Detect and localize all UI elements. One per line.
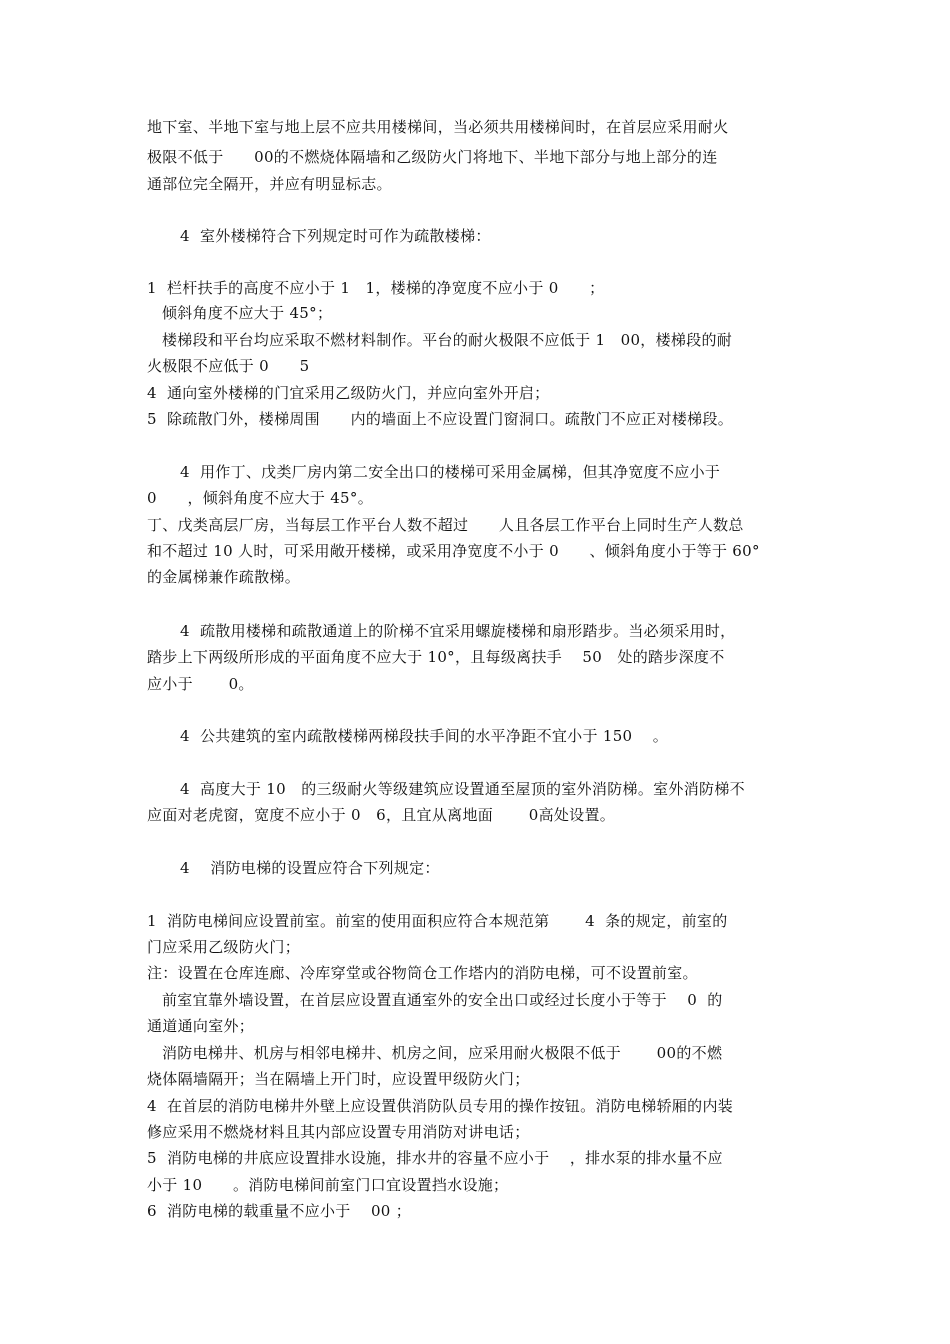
text-line: 应面对老虎窗，宽度不应小于 0 6，且宜从离地面 0高处设置。 xyxy=(147,806,616,824)
text-line: 4 消防电梯的设置应符合下列规定： xyxy=(180,859,440,877)
text-line: 极限不低于 00的不燃烧体隔墙和乙级防火门将地下、半地下部分与地上部分的连 xyxy=(147,148,718,166)
text-line: 通道通向室外； xyxy=(147,1017,255,1035)
text-line: 楼梯段和平台均应采取不燃材料制作。平台的耐火极限不应低于 1 00，楼梯段的耐 xyxy=(162,331,733,349)
text-line: 丁、戊类高层厂房，当每层工作平台人数不超过 人且各层工作平台上同时生产人数总 xyxy=(147,516,744,534)
text-line: 烧体隔墙隔开；当在隔墙上开门时，应设置甲级防火门； xyxy=(147,1070,530,1088)
text-line: 5 消防电梯的井底应设置排水设施，排水井的容量不应小于 ，排水泵的排水量不应 xyxy=(147,1149,723,1167)
text-line: 踏步上下两级所形成的平面角度不应大于 10°，且每级离扶手 50 处的踏步深度不 xyxy=(147,648,725,666)
text-line: 注：设置在仓库连廊、冷库穿堂或谷物筒仓工作塔内的消防电梯，可不设置前室。 xyxy=(147,964,698,982)
text-line: 4 通向室外楼梯的门宜采用乙级防火门，并应向室外开启； xyxy=(147,384,550,402)
text-line: 4 室外楼梯符合下列规定时可作为疏散楼梯： xyxy=(180,227,491,245)
text-line: 前室宜靠外墙设置，在首层应设置直通室外的安全出口或经过长度小于等于 0 的 xyxy=(162,991,723,1009)
text-line: 6 消防电梯的载重量不应小于 00 ； xyxy=(147,1202,412,1220)
text-line: 门应采用乙级防火门； xyxy=(147,938,301,956)
text-line: 通部位完全隔开，并应有明显标志。 xyxy=(147,175,392,193)
text-line: 4 高度大于 10 的三级耐火等级建筑应设置通至屋顶的室外消防梯。室外消防梯不 xyxy=(180,780,745,798)
text-line: 地下室、半地下室与地上层不应共用楼梯间，当必须共用楼梯间时，在首层应采用耐火 xyxy=(147,118,729,136)
text-line: 修应采用不燃烧材料且其内部应设置专用消防对讲电话； xyxy=(147,1123,530,1141)
text-line: 火极限不应低于 0 5 xyxy=(147,357,310,375)
text-line: 倾斜角度不应大于 45°； xyxy=(162,304,333,322)
text-line: 的金属梯兼作疏散梯。 xyxy=(147,568,301,586)
text-line: 5 除疏散门外，楼梯周围 内的墙面上不应设置门窗洞口。疏散门不应正对楼梯段。 xyxy=(147,410,734,428)
text-line: 和不超过 10 人时，可采用敞开楼梯，或采用净宽度不小于 0 、倾斜角度小于等于 60° xyxy=(147,542,760,560)
text-line: 1 栏杆扶手的高度不应小于 1 1，楼梯的净宽度不应小于 0 ； xyxy=(147,279,605,297)
text-line: 4 公共建筑的室内疏散楼梯两梯段扶手间的水平净距不宜小于 150 。 xyxy=(180,727,669,745)
text-line: 4 疏散用楼梯和疏散通道上的阶梯不宜采用螺旋楼梯和扇形踏步。当必须采用时， xyxy=(180,622,736,640)
text-line: 4 在首层的消防电梯井外壁上应设置供消防队员专用的操作按钮。消防电梯轿厢的内装 xyxy=(147,1097,734,1115)
text-line: 应小于 0。 xyxy=(147,675,254,693)
text-line: 0 ，倾斜角度不应大于 45°。 xyxy=(147,489,373,507)
text-line: 消防电梯井、机房与相邻电梯井、机房之间，应采用耐火极限不低于 00的不燃 xyxy=(162,1044,723,1062)
text-line: 小于 10 。消防电梯间前室门口宜设置挡水设施； xyxy=(147,1176,509,1194)
text-line: 1 消防电梯间应设置前室。前室的使用面积应符合本规范第 4 条的规定，前室的 xyxy=(147,912,728,930)
text-line: 4 用作丁、戊类厂房内第二安全出口的楼梯可采用金属梯，但其净宽度不应小于 xyxy=(180,463,721,481)
